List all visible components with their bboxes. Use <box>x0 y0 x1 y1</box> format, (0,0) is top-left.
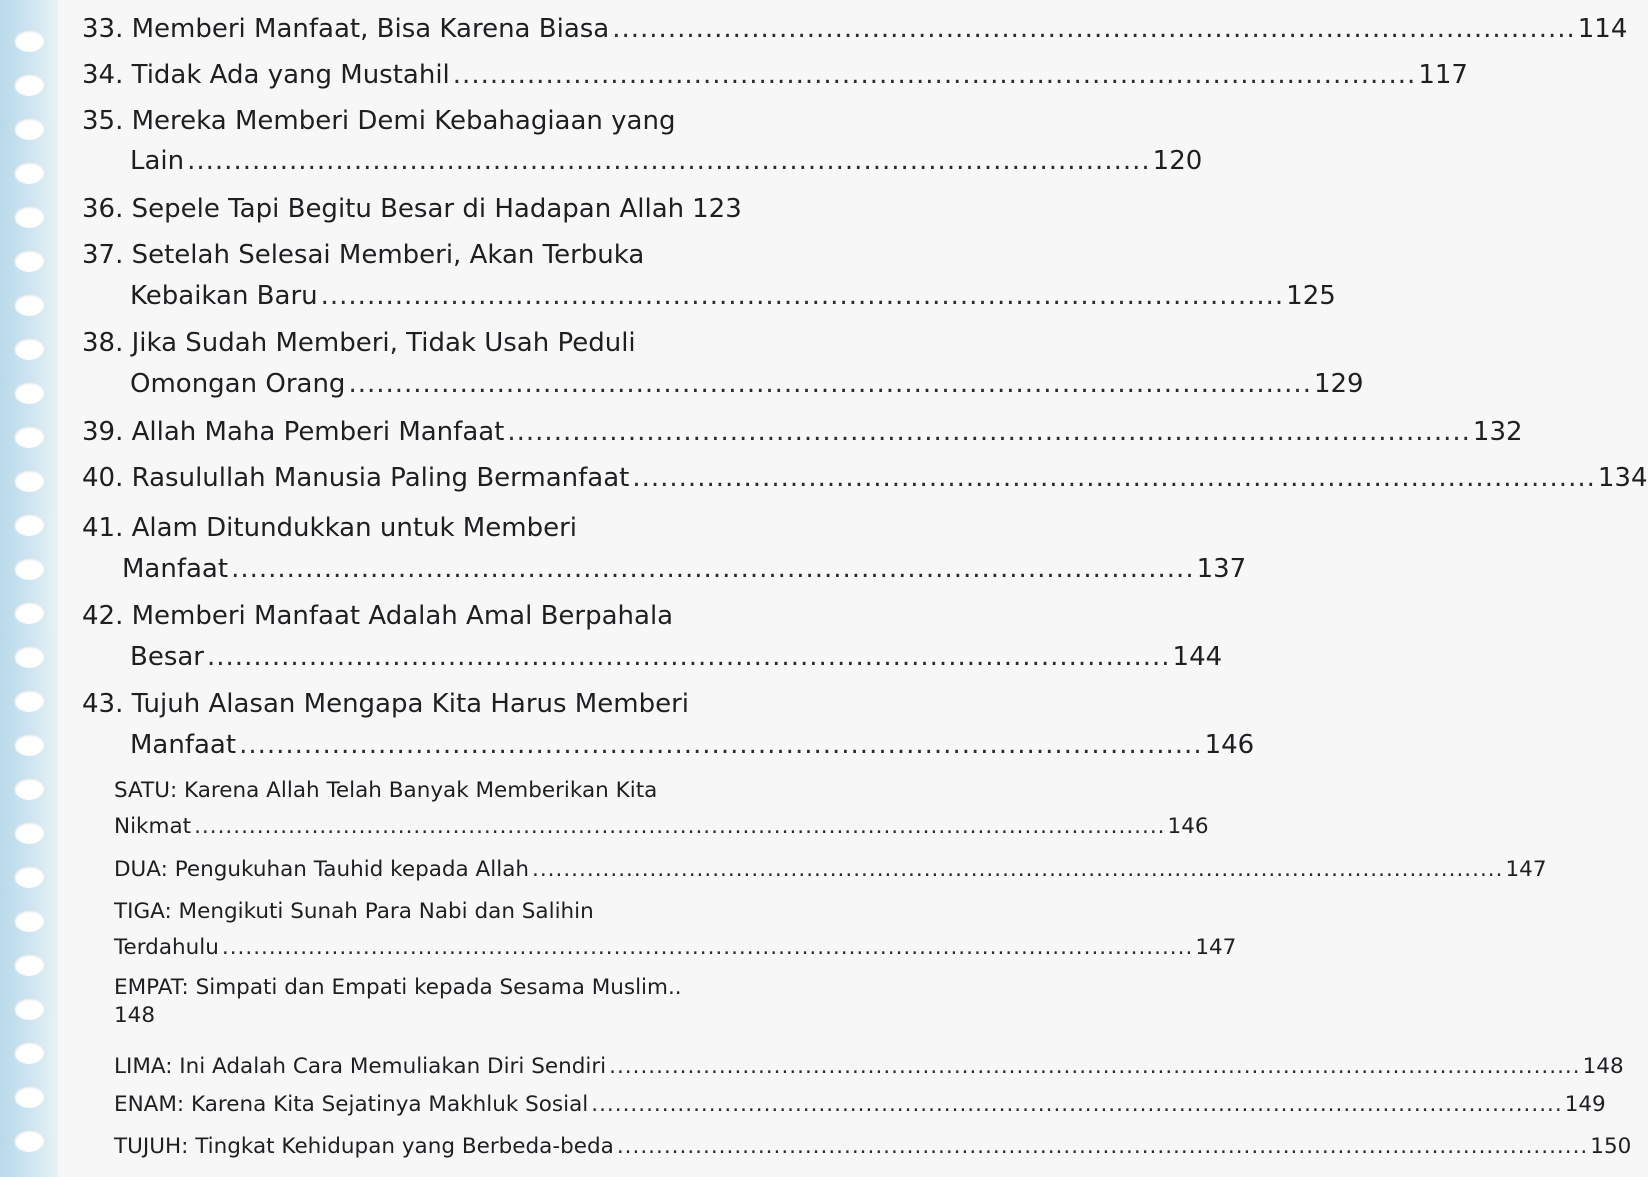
toc-subentry-lima <box>114 1054 1624 1079</box>
leader-dots: ............................................................................................................................ <box>532 857 1504 882</box>
toc-entry-title: 43. Tujuh Alasan Mengapa Kita Harus Memberi <box>82 689 689 719</box>
toc-entry-title: 36. Sepele Tapi Begitu Besar di Hadapan Allah <box>82 194 685 224</box>
leader-dots: ............................................................................................................................ <box>194 814 1166 839</box>
toc-subentry-satu <box>114 778 732 803</box>
toc-entry-title-cont: Manfaat <box>122 554 229 584</box>
toc-subentry-dua <box>114 857 1547 882</box>
toc-entry-title: 34. Tidak Ada yang Mustahil <box>82 60 450 90</box>
toc-page-number: 147 <box>1195 935 1237 960</box>
toc-entry-35 <box>82 106 727 136</box>
toc-page-number: 150 <box>1590 1134 1632 1159</box>
toc-entry-title: 42. Memberi Manfaat Adalah Amal Berpahala <box>82 601 674 631</box>
toc-entry-36 <box>82 194 742 224</box>
toc-page-number: 148 <box>1582 1054 1624 1079</box>
toc-entry-37-cont <box>130 281 1336 311</box>
toc-page-number: 114 <box>1577 14 1628 44</box>
toc-subentry-satu-cont <box>114 814 1209 839</box>
toc-subentry-tujuh <box>114 1134 1632 1159</box>
toc-entry-43-cont <box>130 730 1255 760</box>
toc-subentry-title-cont: Nikmat <box>114 814 192 839</box>
toc-entry-38-cont <box>130 369 1364 399</box>
toc-subentry-title: LIMA: Ini Adalah Cara Memuliakan Diri Sendiri <box>114 1054 607 1079</box>
toc-subentry-enam <box>114 1092 1606 1117</box>
toc-page-number: 148 <box>114 1003 156 1028</box>
toc-subentry-tiga-cont <box>114 935 1237 960</box>
toc-page-number: 147 <box>1505 857 1547 882</box>
toc-subentry-empat-cont <box>114 1003 732 1028</box>
toc-entry-42-cont <box>130 642 1223 672</box>
leader-dots: ............................................................................................................................ <box>609 1054 1581 1079</box>
toc-entry-38 <box>82 328 727 358</box>
leader-dots: ........................................................................................................ <box>348 369 1312 399</box>
toc-subentry-title: SATU: Karena Allah Telah Banyak Memberikan Kita <box>114 778 658 803</box>
toc-entry-title: 41. Alam Ditundukkan untuk Memberi <box>82 513 577 543</box>
toc-entry-title-cont: Besar <box>130 642 205 672</box>
toc-entry-title: 33. Memberi Manfaat, Bisa Karena Biasa <box>82 14 610 44</box>
leader-dots: ........................................................................................................ <box>632 463 1596 493</box>
toc-entry-41-cont <box>122 554 1247 584</box>
leader-dots: ........................................................................................................ <box>231 554 1195 584</box>
toc-entry-title: 35. Mereka Memberi Demi Kebahagiaan yang <box>82 106 676 136</box>
toc-entry-40 <box>82 463 1648 493</box>
toc-page-number: 125 <box>1286 281 1336 311</box>
toc-subentry-title: EMPAT: Simpati dan Empati kepada Sesama Muslim.. <box>114 975 682 1000</box>
leader-dots: ........................................................................................................ <box>612 14 1576 44</box>
toc-subentry-title: TUJUH: Tingkat Kehidupan yang Berbeda-beda <box>114 1134 614 1159</box>
toc-entry-title-cont: Lain <box>130 146 185 176</box>
leader-dots: ........................................................................................................ <box>507 417 1471 447</box>
toc-entry-34 <box>82 60 1468 90</box>
toc-subentry-empat <box>114 975 732 1000</box>
toc-page-number: 144 <box>1172 642 1223 672</box>
toc-entry-39 <box>82 417 1523 447</box>
leader-dots: ........................................................................................................ <box>207 642 1171 672</box>
toc-entry-37 <box>82 240 727 270</box>
toc-page-number: 146 <box>1204 730 1255 760</box>
leader-dots: ............................................................................................................................ <box>616 1134 1589 1159</box>
toc-page-number: 149 <box>1564 1092 1606 1117</box>
leader-dots: ........................................................................................................ <box>320 281 1285 311</box>
toc-page-number: 117 <box>1418 60 1468 90</box>
toc-entry-33 <box>82 14 1628 44</box>
toc-subentry-tiga <box>114 899 732 924</box>
toc-page-number: 134 <box>1597 463 1648 493</box>
toc-entry-41 <box>82 513 727 543</box>
leader-dots: ........................................................................................................ <box>239 730 1203 760</box>
toc-page-number: 123 <box>692 194 742 224</box>
toc-entry-title-cont: Omongan Orang <box>130 369 346 399</box>
leader-dots: ............................................................................................................................ <box>221 935 1194 960</box>
toc-entry-43 <box>82 689 727 719</box>
leader-dots: ........................................................................................................ <box>187 146 1151 176</box>
toc-page-number: 120 <box>1152 146 1203 176</box>
toc-entry-title-cont: Manfaat <box>130 730 237 760</box>
toc-subentry-title: TIGA: Mengikuti Sunah Para Nabi dan Salihin <box>114 899 594 924</box>
toc-entry-42 <box>82 601 727 631</box>
toc-page-number: 137 <box>1196 554 1247 584</box>
toc-entry-title: 40. Rasulullah Manusia Paling Bermanfaat <box>82 463 630 493</box>
toc-page-number: 132 <box>1472 417 1523 447</box>
toc-entry-title: 37. Setelah Selesai Memberi, Akan Terbuka <box>82 240 645 270</box>
toc-page-number: 129 <box>1313 369 1364 399</box>
toc-entry-title: 39. Allah Maha Pemberi Manfaat <box>82 417 505 447</box>
toc-subentry-title: ENAM: Karena Kita Sejatinya Makhluk Sosial <box>114 1092 589 1117</box>
leader-dots: ............................................................................................................................ <box>591 1092 1563 1117</box>
toc-subentry-title: DUA: Pengukuhan Tauhid kepada Allah <box>114 857 530 882</box>
toc-entry-title-cont: Kebaikan Baru <box>130 281 318 311</box>
toc-entry-35-cont <box>130 146 1203 176</box>
toc-entry-title: 38. Jika Sudah Memberi, Tidak Usah Peduli <box>82 328 636 358</box>
leader-dots: ........................................................................................................ <box>452 60 1417 90</box>
toc-page-number: 146 <box>1167 814 1209 839</box>
toc-subentry-title-cont: Terdahulu <box>114 935 219 960</box>
